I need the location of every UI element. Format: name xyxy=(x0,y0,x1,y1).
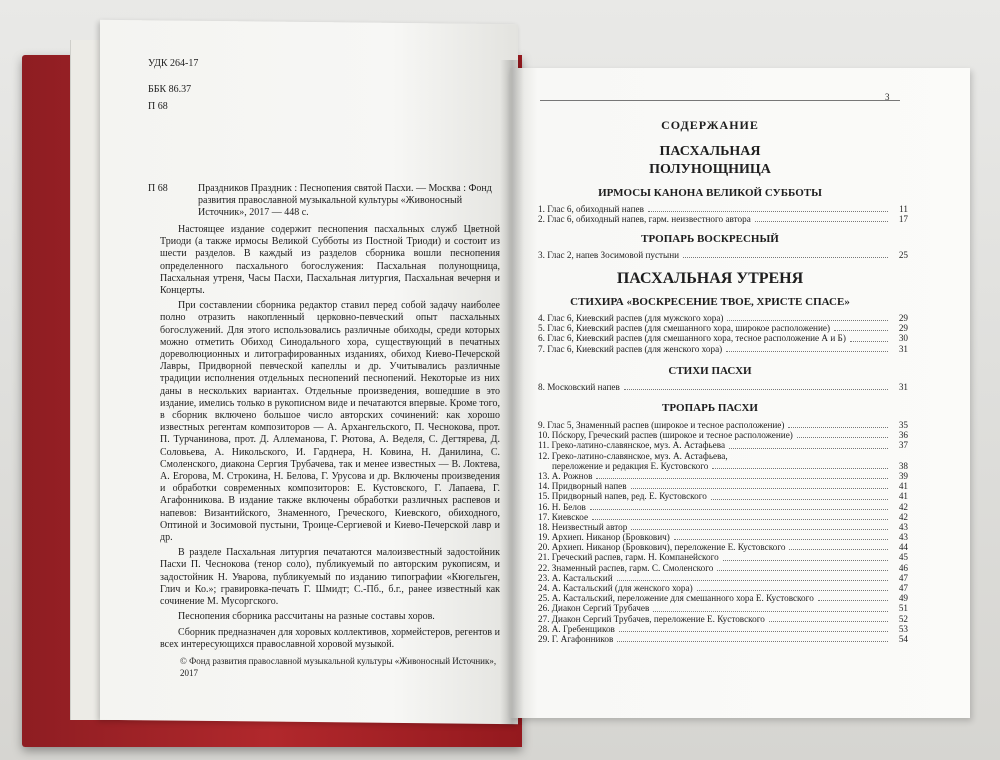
toc-entry-title: 9. Глас 5, Знаменный распев (широкое и тесное расположение) xyxy=(538,420,785,430)
toc-page-number: 41 xyxy=(898,491,908,502)
dot-leader xyxy=(648,204,888,212)
subsection-tropar-pashi: ТРОПАРЬ ПАСХИ xyxy=(662,402,758,414)
header-rule xyxy=(540,100,900,101)
toc-page-number: 42 xyxy=(898,501,908,512)
paragraph: Настоящее издание содержит песнопения пасхальных служб Цветной Триоди (а также ирмосы Великой Субботы из Постной Триоди) и состоит из шести разделов. В каждый из разделов сборника вошли песнопения определенного пасхального богослужения: Пасхальная полунощница, Пасхальная утреня, Часы Пасхи, Пасхальная литургия, Пасхальная вечерня и Концерты. xyxy=(160,224,500,297)
dot-leader xyxy=(788,420,888,428)
toc-entry xyxy=(538,471,908,481)
subsection-tropar-voskresny: ТРОПАРЬ ВОСКРЕСНЫЙ xyxy=(641,233,779,245)
toc-entry xyxy=(538,634,908,644)
paragraph: Сборник предназначен для хоровых коллективов, хормейстеров, регентов и всех интересующихся православной хоровой музыкой. xyxy=(160,626,500,650)
toc-entry xyxy=(538,250,908,260)
toc-entry-title: 12. Греко-латино-славянское, муз. А. Астафьева, xyxy=(538,450,728,461)
toc-page-number: 41 xyxy=(898,481,908,492)
dot-leader xyxy=(755,214,888,222)
author-mark: П 68 xyxy=(148,101,168,112)
toc-entry-title: 29. Г. Агафонников xyxy=(538,633,614,644)
subsection-irmosy: ИРМОСЫ КАНОНА ВЕЛИКОЙ СУББОТЫ xyxy=(598,187,822,199)
toc-entry xyxy=(538,603,908,613)
dot-leader xyxy=(723,552,888,560)
bbk-code: ББК 86.37 xyxy=(148,84,192,95)
paragraph: При составлении сборника редактор ставил перед собой задачу наиболее полно отразить накопленный церковно-певческий опыт пасхальных богослужений. Для этого использовались различные обиходы, среди которых можно отметить Обиход Синодального хора, существующий в печатных дореволюционных и литографированных изданиях, обиход Киево-Печерской Лавры, Придворной певческой капеллы и др. Учитывались различные традиции исполнения отдельных песнопений песнопений. Некоторые из них даны в нескольких вариантах. Отдельные произведения, вошедшие в это издание, имелись только в рукописном виде и печатаются впервые. Кроме того, в сборник включено большое число авторских сочинений: как хорошо известных регентам композиторов — А. Архангельского, П. Чеснокова, прот. П. Турчанинова, прот. Д. Аллеманова, Г. Рютова, А. Веделя, С. Дегтярева, Д. Соловьева, А. Никольского, И. Гарднера, Н. Ковина, Н. Данилина, С. Смоленского, диакона Сергия Трубачева, так и менее известных — В. Локтева, А. Егорова, М. Строкина, Н. Белова, Г. Урусова и др. Включены произведения и обработки современных композиторов: Е. Кустовского, Г. Лапаева, Г. Агафонникова. В издание также включены обработки различных распевов и напевов: Византийского, Знаменного, Греческого, Киевского, обиходного, Оптиной и Зосимовой пустыни, Троице-Сергиевой и Киево-Печерской лавр и др. xyxy=(160,300,500,544)
toc-entry xyxy=(538,430,908,440)
copyright-line: © Фонд развития православной музыкальной культуры «Живоносный Источник», 2017 xyxy=(180,656,497,679)
toc-entry-title: 6. Глас 6, Киевский распев (для смешанного хора, тесное расположение А и Б) xyxy=(538,333,846,344)
dot-leader xyxy=(717,563,888,571)
toc-entry xyxy=(538,461,908,471)
toc-page-number: 53 xyxy=(898,623,908,634)
dot-leader xyxy=(653,603,888,611)
toc-entry-title: 27. Диакон Сергий Трубачев, переложение Е. Кустовского xyxy=(538,613,765,624)
toc-entry xyxy=(538,204,908,214)
toc-page-number: 31 xyxy=(898,343,908,354)
dot-leader xyxy=(789,542,888,550)
toc-stihira xyxy=(538,313,908,354)
toc-entry-title: 23. А. Кастальский xyxy=(538,572,613,583)
dot-leader xyxy=(624,382,888,390)
toc-page-number: 43 xyxy=(898,532,908,543)
toc-entry-title: 17. Киевское xyxy=(538,511,589,522)
toc-entry xyxy=(538,382,908,392)
toc-entry xyxy=(538,333,908,343)
toc-entry xyxy=(538,323,908,333)
dot-leader xyxy=(712,461,888,469)
toc-page-number: 31 xyxy=(898,382,908,392)
toc-entry xyxy=(538,563,908,573)
toc-entry xyxy=(538,573,908,583)
toc-page-number: 36 xyxy=(898,430,908,441)
toc-entry-title: 5. Глас 6, Киевский распев (для смешанного хора, широкое расположение) xyxy=(538,323,831,334)
dot-leader xyxy=(619,624,888,632)
toc-entry-title: 21. Греческий распев, гарм. Н. Компанейского xyxy=(538,552,719,563)
dot-leader xyxy=(818,593,888,601)
toc-page-number: 38 xyxy=(898,460,908,471)
toc-page-number: 43 xyxy=(898,521,908,532)
toc-tropar-pashi xyxy=(538,420,908,644)
toc-entry-title: 1. Глас 6, обиходный напев xyxy=(538,204,644,214)
dot-leader xyxy=(683,250,888,258)
toc-entry xyxy=(538,313,908,323)
toc-page-number: 44 xyxy=(898,542,908,553)
toc-page-number: 37 xyxy=(898,440,908,451)
dot-leader xyxy=(617,573,888,581)
dot-leader xyxy=(590,502,888,510)
toc-entry-title: 20. Архиеп. Никанор (Бровкович), переложение Е. Кустовского xyxy=(538,542,786,553)
dot-leader xyxy=(617,634,888,642)
toc-entry xyxy=(538,481,908,491)
toc-entry xyxy=(538,614,908,624)
toc-page-number: 47 xyxy=(898,572,908,583)
toc-entry xyxy=(538,214,908,224)
paragraph: В разделе Пасхальная литургия печатаются малоизвестный задостойник Пасхи П. Чеснокова (тенор соло), публикуемый по авторским рукописям, и задостойник Н. Уварова, публикуемый по изданию типографии «Кюгельген, Глич и Ко.»; гравировка-печать Г. Шмидт; С.-Пб., б.г., ранее известный как сочинение М. Мусоргского. xyxy=(160,547,500,608)
toc-entry xyxy=(538,522,908,532)
toc-page-number: 51 xyxy=(898,603,908,614)
toc-tropar-voskresny xyxy=(538,250,908,260)
toc-page-number: 29 xyxy=(898,313,908,323)
toc-page-number: 52 xyxy=(898,613,908,624)
toc-entry-title: 13. А. Рожнов xyxy=(538,470,593,481)
dot-leader xyxy=(592,512,888,520)
toc-page-number: 35 xyxy=(898,420,908,430)
dot-leader xyxy=(631,481,888,489)
dot-leader xyxy=(631,522,888,530)
toc-page-number: 46 xyxy=(898,562,908,573)
dot-leader xyxy=(727,313,888,321)
toc-stihi-pashi xyxy=(538,382,908,392)
toc-entry xyxy=(538,552,908,562)
toc-page-number: 30 xyxy=(898,333,908,344)
toc-entry-title: 3. Глас 2, напев Зосимовой пустыни xyxy=(538,250,680,260)
toc-entry xyxy=(538,624,908,634)
toc-entry-title: 16. Н. Белов xyxy=(538,501,586,512)
toc-page-number: 42 xyxy=(898,511,908,522)
toc-entry-title: переложение и редакция Е. Кустовского xyxy=(552,460,709,471)
toc-entry xyxy=(538,451,908,461)
subsection-stihi-pashi: СТИХИ ПАСХИ xyxy=(668,365,752,377)
toc-entry xyxy=(538,512,908,522)
toc-page-number: 47 xyxy=(898,583,908,593)
toc-entry-title: 28. А. Гребенщиков xyxy=(538,623,615,634)
dot-leader xyxy=(711,491,888,499)
toc-entry xyxy=(538,583,908,593)
toc-entry-title: 8. Московский напев xyxy=(538,382,620,392)
bibliographic-entry: Праздников Праздник : Песнопения святой Пасхи. — Москва : Фонд развития православной музыкальной культуры «Живоносный Источник», 2017 — 448 с. xyxy=(198,183,492,219)
dot-leader xyxy=(769,614,888,622)
annotation-text xyxy=(160,224,500,654)
dot-leader xyxy=(674,532,888,540)
toc-irmosy xyxy=(538,204,908,224)
toc-entry-title: 4. Глас 6, Киевский распев (для мужского хора) xyxy=(538,313,724,323)
toc-entry xyxy=(538,502,908,512)
toc-page-number: 29 xyxy=(898,323,908,334)
author-mark-2: П 68 xyxy=(148,183,168,194)
dot-leader xyxy=(596,471,888,479)
toc-page-number: 11 xyxy=(899,204,908,214)
toc-entry-title: 25. А. Кастальский, переложение для смешанного хора Е. Кустовского xyxy=(538,593,814,604)
dot-leader xyxy=(797,430,888,438)
toc-entry-title: 26. Диакон Сергий Трубачев xyxy=(538,603,650,614)
dot-leader xyxy=(697,583,888,591)
toc-entry-title: 19. Архиеп. Никанор (Бровкович) xyxy=(538,532,670,543)
toc-entry xyxy=(538,532,908,542)
toc-page-number: 54 xyxy=(898,633,908,644)
contents-title: СОДЕРЖАНИЕ xyxy=(661,118,759,132)
toc-entry-title: 7. Глас 6, Киевский распев (для женского хора) xyxy=(538,343,723,354)
toc-entry-title: 22. Знаменный распев, гарм. С. Смоленского xyxy=(538,562,714,573)
toc-entry-title: 10. Пóскору, Греческий распев (широкое и тесное расположение) xyxy=(538,430,793,441)
toc-entry xyxy=(538,420,908,430)
toc-entry-title: 18. Неизвестный автор xyxy=(538,521,628,532)
toc-entry xyxy=(538,440,908,450)
section-title-utrenya: ПАСХАЛЬНАЯ УТРЕНЯ xyxy=(616,270,804,287)
toc-entry-title: 2. Глас 6, обиходный напев, гарм. неизвестного автора xyxy=(538,214,751,225)
toc-entry xyxy=(538,542,908,552)
dot-leader xyxy=(729,440,888,448)
toc-page-number: 17 xyxy=(898,214,908,225)
paragraph: Песнопения сборника рассчитаны на разные составы хоров. xyxy=(178,611,435,623)
toc-entry-title: 15. Придворный напев, ред. Е. Кустовского xyxy=(538,491,707,502)
toc-entry xyxy=(538,491,908,501)
dot-leader xyxy=(726,344,888,352)
toc-page-number: 49 xyxy=(898,593,908,604)
toc-entry-title: 14. Придворный напев xyxy=(538,481,627,492)
page-number: 3 xyxy=(885,92,890,102)
toc-entry xyxy=(538,344,908,354)
dot-leader xyxy=(834,323,888,331)
toc-page-number: 45 xyxy=(898,552,908,563)
udk-code: УДК 264-17 xyxy=(148,58,199,69)
toc-entry-title: 11. Греко-латино-славянское, муз. А. Астафьева xyxy=(538,440,726,451)
dot-leader xyxy=(850,333,888,341)
toc-entry-title: 24. А. Кастальский (для женского хора) xyxy=(538,583,693,593)
section-title-polunoshnitsa: ПАСХАЛЬНАЯ ПОЛУНОЩНИЦА xyxy=(649,144,771,177)
subsection-stihira: СТИХИРА «ВОСКРЕСЕНИЕ ТВОЕ, ХРИСТЕ СПАСЕ» xyxy=(570,296,850,308)
book-gutter xyxy=(500,60,524,725)
toc-page-number: 25 xyxy=(898,250,908,260)
toc-page-number: 39 xyxy=(898,470,908,481)
toc-entry xyxy=(538,593,908,603)
